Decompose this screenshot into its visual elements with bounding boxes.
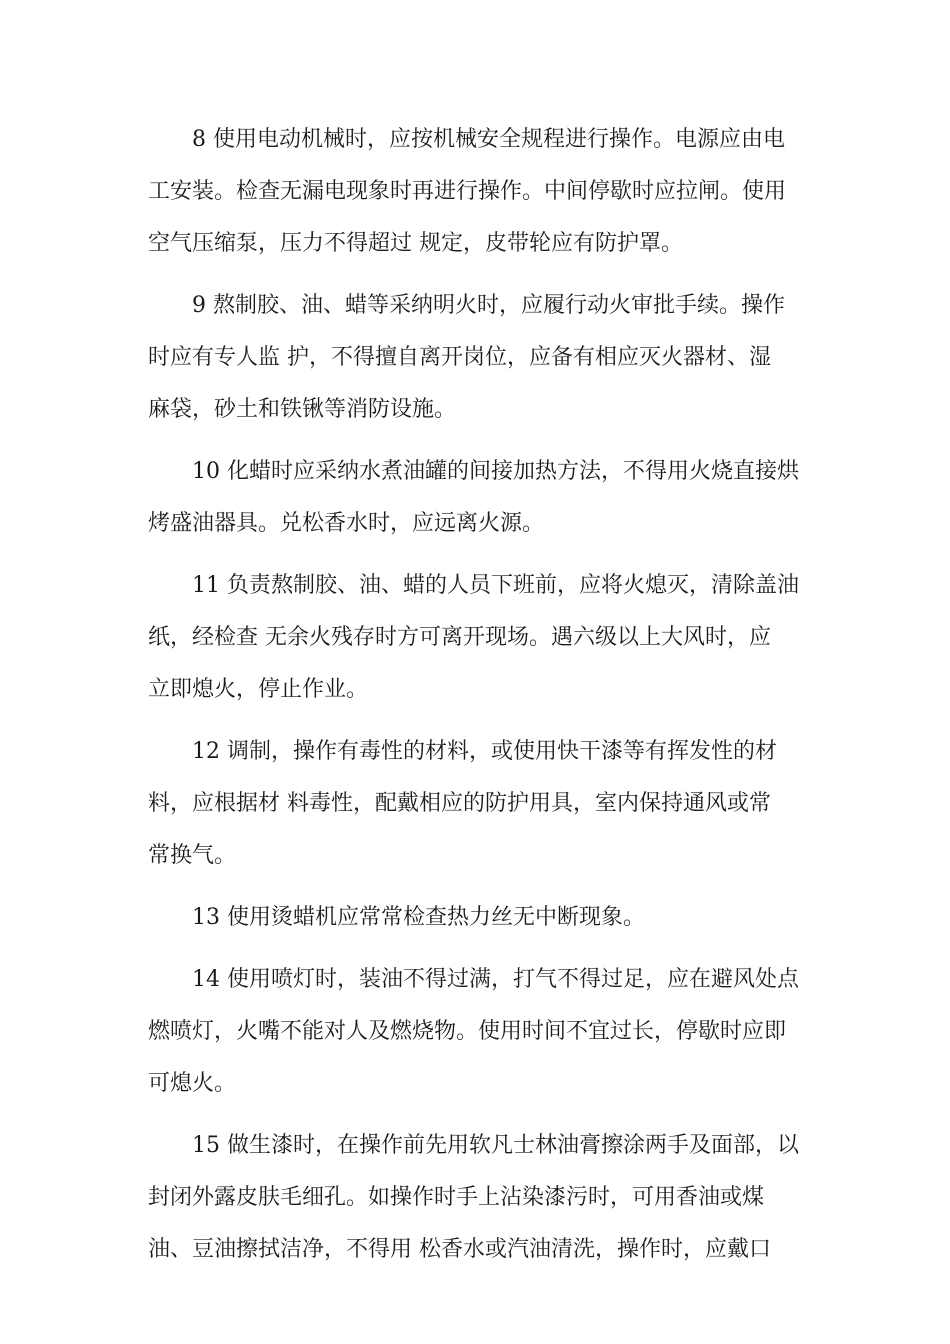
paragraph-line: 常换气。 — [148, 843, 237, 868]
document-body — [148, 114, 804, 1286]
paragraph-line: 15 做生漆时，在操作前先用软凡士林油膏擦涂两手及面部，以 — [192, 1133, 799, 1158]
paragraph-line: 8 使用电动机械时，应按机械安全规程进行操作。电源应由电 — [192, 127, 785, 152]
paragraph-15 — [148, 1120, 804, 1276]
paragraph-11 — [148, 560, 804, 716]
paragraph-line: 料，应根据材 料毒性，配戴相应的防护用具，室内保持通风或常 — [148, 791, 771, 816]
paragraph-line: 10 化蜡时应采纳水煮油罐的间接加热方法，不得用火烧直接烘 — [192, 459, 799, 484]
paragraph-line: 12 调制，操作有毒性的材料，或使用快干漆等有挥发性的材 — [192, 739, 777, 764]
paragraph-10 — [148, 446, 804, 550]
paragraph-line: 空气压缩泵，压力不得超过 规定，皮带轮应有防护罩。 — [148, 231, 683, 256]
paragraph-line: 可熄火。 — [148, 1071, 237, 1096]
paragraph-line: 9 熬制胶、油、蜡等采纳明火时，应履行动火审批手续。操作 — [192, 293, 785, 318]
paragraph-line: 燃喷灯，火嘴不能对人及燃烧物。使用时间不宜过长，停歇时应即 — [148, 1019, 787, 1044]
paragraph-line: 麻袋，砂土和铁锹等消防设施。 — [148, 397, 457, 422]
paragraph-line: 13 使用烫蜡机应常常检查热力丝无中断现象。 — [192, 905, 645, 930]
paragraph-line: 油、豆油擦拭洁净，不得用 松香水或汽油清洗，操作时，应戴口 — [148, 1237, 771, 1262]
paragraph-line: 工安装。检查无漏电现象时再进行操作。中间停歇时应拉闸。使用 — [148, 179, 787, 204]
paragraph-12 — [148, 726, 804, 882]
paragraph-8 — [148, 114, 804, 270]
paragraph-line: 14 使用喷灯时，装油不得过满，打气不得过足，应在避风处点 — [192, 967, 799, 992]
paragraph-line: 立即熄火，停止作业。 — [148, 677, 369, 702]
paragraph-line: 11 负责熬制胶、油、蜡的人员下班前，应将火熄灭，清除盖油 — [192, 573, 799, 598]
paragraph-line: 封闭外露皮肤毛细孔。如操作时手上沾染漆污时，可用香油或煤 — [148, 1185, 765, 1210]
paragraph-14 — [148, 954, 804, 1110]
paragraph-line: 纸，经检查 无余火残存时方可离开现场。遇六级以上大风时，应 — [148, 625, 771, 650]
paragraph-line: 烤盛油器具。兑松香水时，应远离火源。 — [148, 511, 545, 536]
paragraph-line: 时应有专人监 护，不得擅自离开岗位，应备有相应灭火器材、湿 — [148, 345, 771, 370]
paragraph-9 — [148, 280, 804, 436]
paragraph-13 — [148, 892, 804, 944]
